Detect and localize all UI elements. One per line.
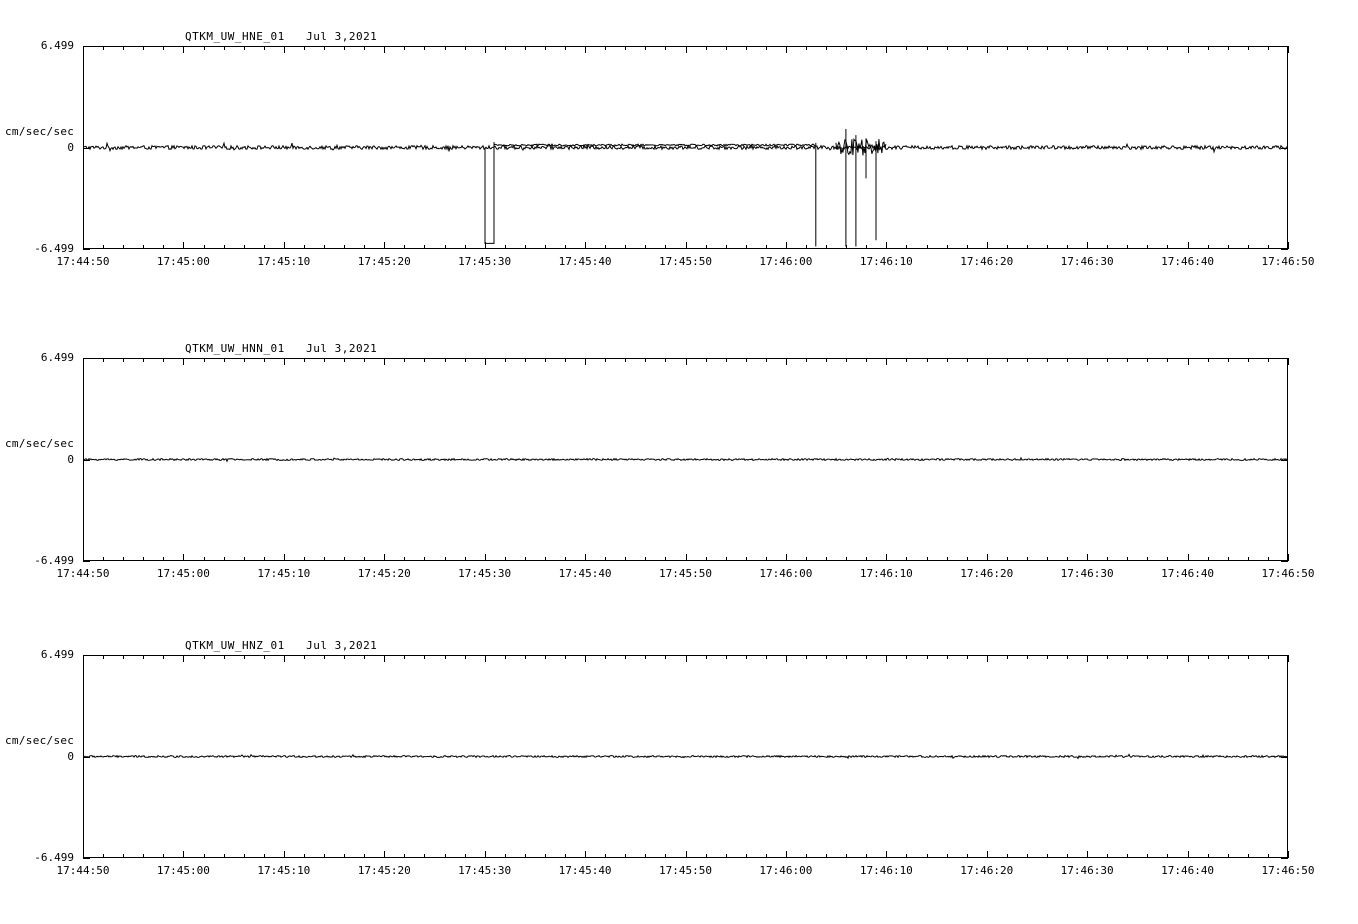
x-tick-label-2-1: 17:44:50 <box>56 567 110 580</box>
y-tick-right <box>1281 858 1288 859</box>
x-tick-label-1-4: 17:45:20 <box>357 255 411 268</box>
x-tick-label-3-13: 17:46:50 <box>1261 864 1315 877</box>
y-tick-label-2-1: 6.499 <box>40 351 74 364</box>
x-tick-label-2-7: 17:45:50 <box>659 567 712 580</box>
x-tick-label-2-5: 17:45:30 <box>458 567 512 580</box>
waveform-trace-3 <box>84 656 1287 857</box>
y-axis-unit-label-1: cm/sec/sec <box>5 124 75 138</box>
x-tick-label-3-6: 17:45:40 <box>558 864 612 877</box>
x-tick-label-1-3: 17:45:10 <box>257 255 311 268</box>
x-tick-label-2-13: 17:46:50 <box>1261 567 1315 580</box>
x-tick-label-2-12: 17:46:40 <box>1161 567 1215 580</box>
y-tick-label-1-1: 6.499 <box>40 39 74 52</box>
y-tick-label-1-3: -6.499 <box>34 242 74 255</box>
x-tick-label-3-3: 17:45:10 <box>257 864 311 877</box>
baseline-noise-path <box>84 754 1287 758</box>
y-tick-label-3-1: 6.499 <box>40 648 74 661</box>
y-tick-label-1-2: 0 <box>67 140 74 154</box>
x-tick-label-2-10: 17:46:20 <box>960 567 1014 580</box>
y-tick-label-3-2: 0 <box>67 749 74 763</box>
x-tick-label-3-8: 17:46:00 <box>759 864 813 877</box>
x-tick-label-1-5: 17:45:30 <box>458 255 512 268</box>
x-tick-label-1-6: 17:45:40 <box>558 255 612 268</box>
x-tick-label-3-7: 17:45:50 <box>659 864 712 877</box>
x-tick-label-3-2: 17:45:00 <box>156 864 210 877</box>
y-tick-label-2-2: 0 <box>67 452 74 466</box>
x-tick-label-3-5: 17:45:30 <box>458 864 512 877</box>
x-tick-label-2-8: 17:46:00 <box>759 567 813 580</box>
chart-title-2: QTKM_UW_HNN_01 Jul 3,2021 <box>185 342 378 355</box>
x-tick-label-1-7: 17:45:50 <box>659 255 712 268</box>
x-tick-label-1-8: 17:46:00 <box>759 255 813 268</box>
x-tick-label-2-2: 17:45:00 <box>156 567 210 580</box>
chart-title-1: QTKM_UW_HNE_01 Jul 3,2021 <box>185 30 378 43</box>
x-major-tick-bottom <box>1288 851 1289 858</box>
x-tick-label-2-4: 17:45:20 <box>357 567 411 580</box>
y-tick-label-3-3: -6.499 <box>34 851 74 864</box>
x-tick-label-3-12: 17:46:40 <box>1161 864 1215 877</box>
x-tick-label-1-1: 17:44:50 <box>56 255 110 268</box>
x-tick-label-3-10: 17:46:20 <box>960 864 1014 877</box>
x-tick-label-1-10: 17:46:20 <box>960 255 1014 268</box>
chart-title-3: QTKM_UW_HNZ_01 Jul 3,2021 <box>185 639 378 652</box>
x-tick-label-1-12: 17:46:40 <box>1161 255 1215 268</box>
y-axis-unit-label-2: cm/sec/sec <box>5 436 75 450</box>
x-tick-label-2-6: 17:45:40 <box>558 567 612 580</box>
x-tick-label-3-11: 17:46:30 <box>1060 864 1114 877</box>
x-tick-label-1-9: 17:46:10 <box>859 255 913 268</box>
x-tick-label-3-1: 17:44:50 <box>56 864 110 877</box>
y-axis-unit-label-3: cm/sec/sec <box>5 733 75 747</box>
y-tick-left <box>83 858 90 859</box>
x-tick-label-3-4: 17:45:20 <box>357 864 411 877</box>
x-tick-label-2-11: 17:46:30 <box>1060 567 1114 580</box>
x-tick-label-3-9: 17:46:10 <box>859 864 913 877</box>
x-tick-label-2-9: 17:46:10 <box>859 567 913 580</box>
x-tick-label-1-11: 17:46:30 <box>1060 255 1114 268</box>
y-tick-label-2-3: -6.499 <box>34 554 74 567</box>
x-major-tick-top <box>1288 655 1289 662</box>
x-tick-label-2-3: 17:45:10 <box>257 567 311 580</box>
x-tick-label-1-13: 17:46:50 <box>1261 255 1315 268</box>
x-tick-label-1-2: 17:45:00 <box>156 255 210 268</box>
